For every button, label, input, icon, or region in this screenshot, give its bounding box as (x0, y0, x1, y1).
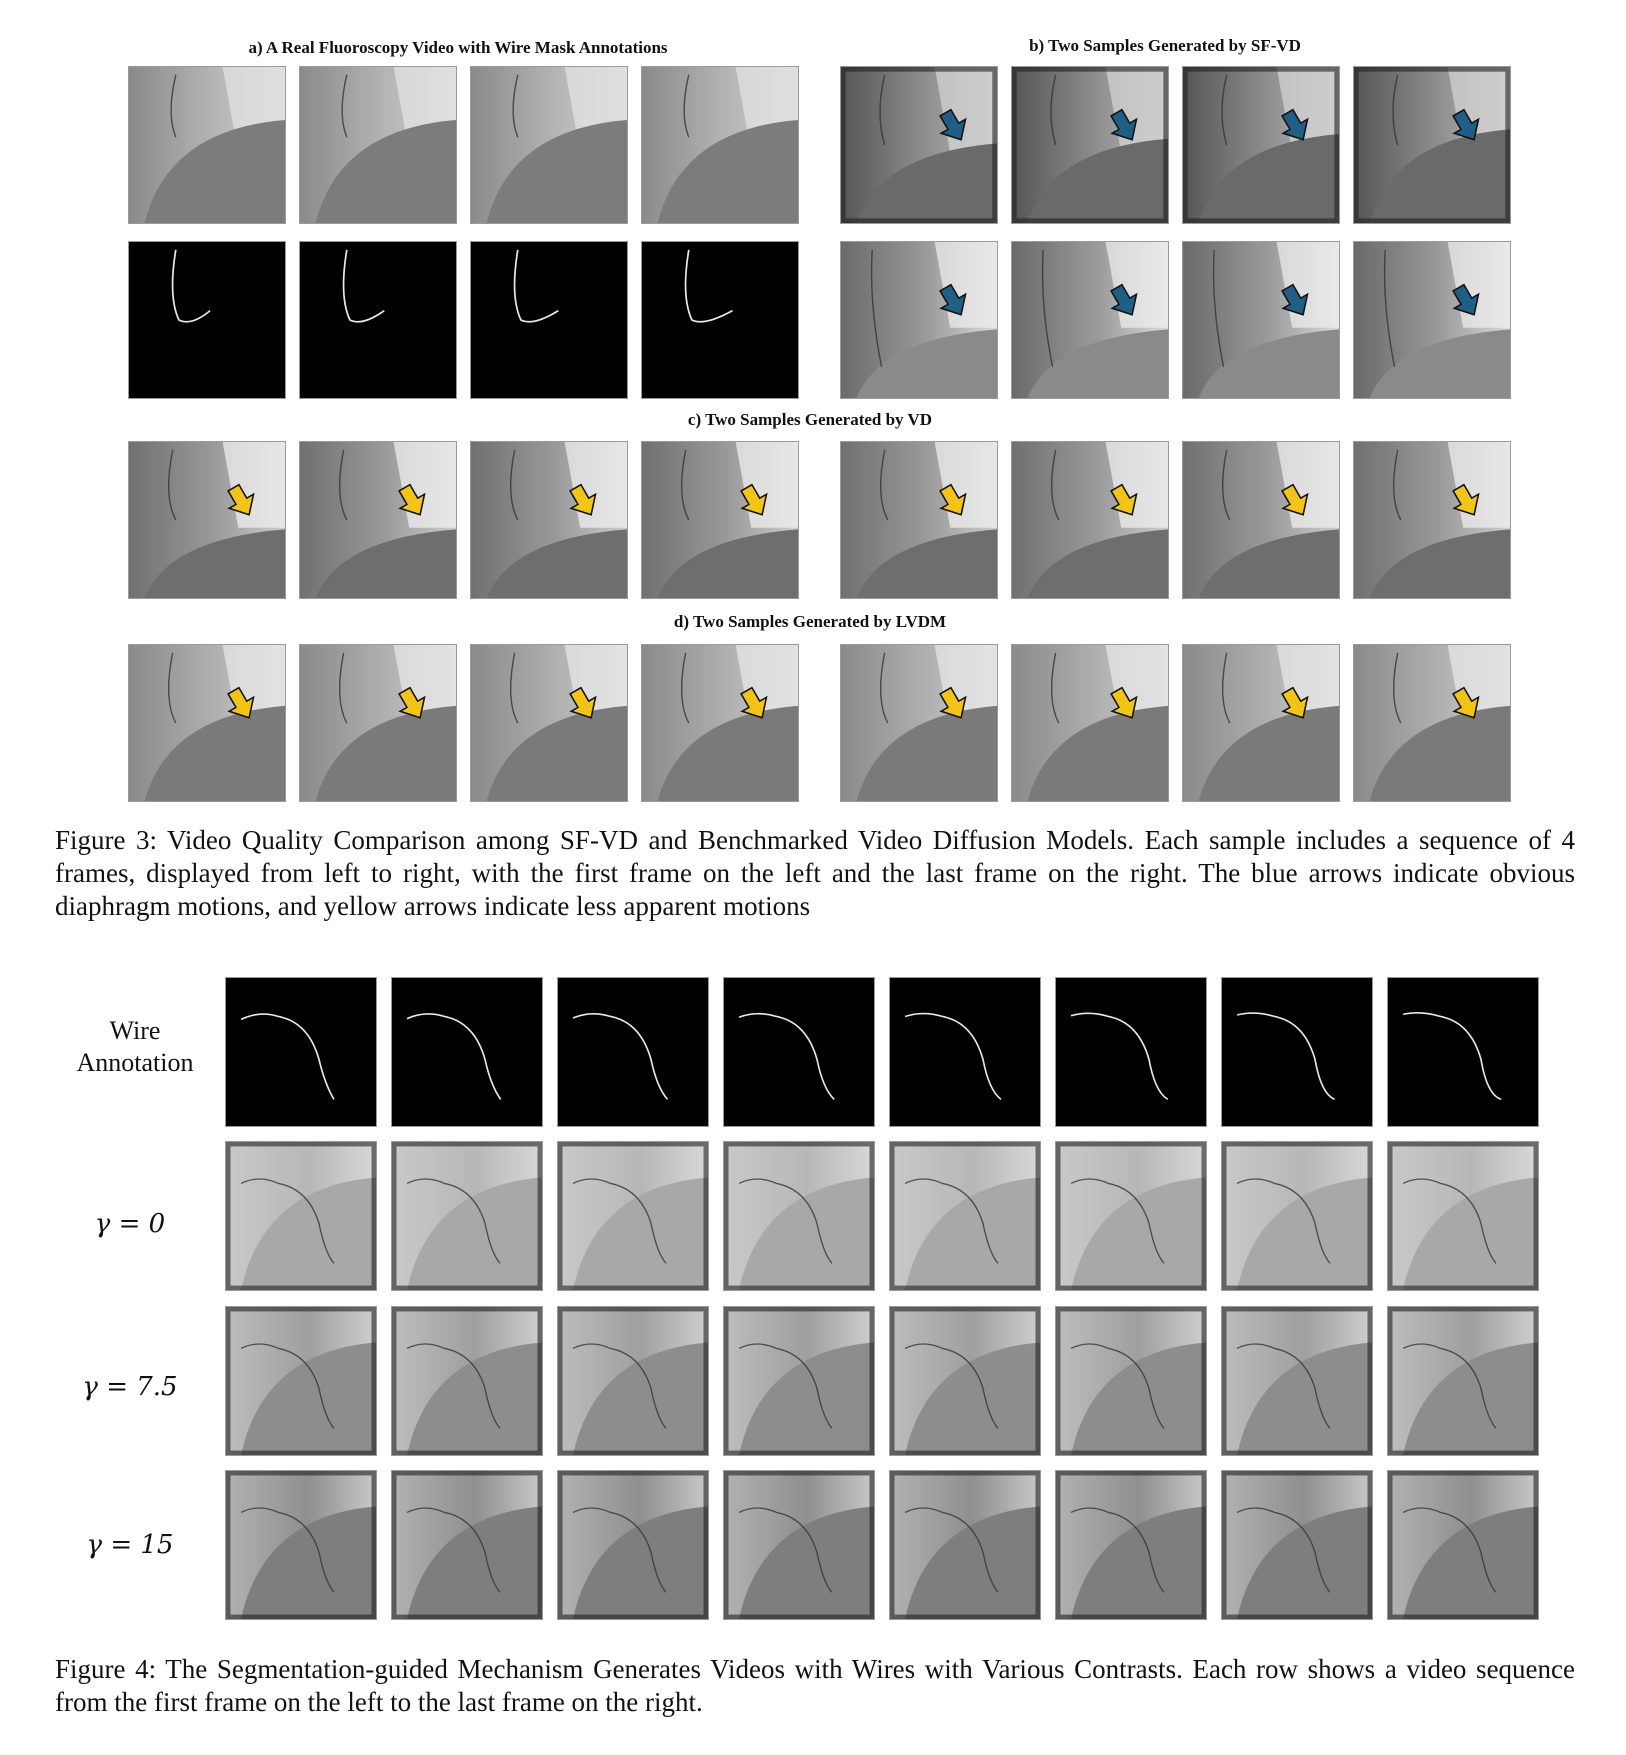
generated-frame (1055, 1470, 1207, 1620)
panel-c-frame (840, 441, 998, 599)
generated-frame (225, 1470, 377, 1620)
panel-c-frame (299, 441, 457, 599)
panel-b-frame (840, 241, 998, 399)
generated-frame (889, 1470, 1041, 1620)
panel-c-frame (1011, 441, 1169, 599)
panel-a-frame (299, 66, 457, 224)
panel-b-frame (1011, 66, 1169, 224)
panel-a-mask-frame (470, 241, 628, 399)
generated-frame (723, 1306, 875, 1456)
panel-a-mask-frame (641, 241, 799, 399)
panel-d-frame (1182, 644, 1340, 802)
wire-annotation-frame (889, 977, 1041, 1127)
generated-frame (1055, 1141, 1207, 1291)
generated-frame (557, 1141, 709, 1291)
panel-c-title: c) Two Samples Generated by VD (687, 410, 933, 429)
panel-b-frame (1182, 241, 1340, 399)
wire-annotation-frame (557, 977, 709, 1127)
generated-frame (889, 1141, 1041, 1291)
wire-annotation-frame (225, 977, 377, 1127)
panel-d-frame (470, 644, 628, 802)
panel-d-frame (1353, 644, 1511, 802)
generated-frame (391, 1141, 543, 1291)
generated-frame (723, 1141, 875, 1291)
panel-b-frame (1353, 241, 1511, 399)
figure-4-caption: Figure 4: The Segmentation-guided Mechanism Generates Videos with Wires with Various Contrasts. Each row shows a video sequence from the first frame on the left to the last frame on the right. (55, 1654, 1575, 1717)
figure-3-caption: Figure 3: Video Quality Comparison among SF-VD and Benchmarked Video Diffusion Models. Each sample includes a sequence of 4 frames, displayed from left to right, with the first frame on the left and the last frame on the right. The blue arrows indicate obvious diaphragm motions, and yellow arrows indicate less apparent motions (55, 825, 1575, 921)
panel-a-frame (128, 66, 286, 224)
panel-d-title: d) Two Samples Generated by LVDM (673, 612, 947, 631)
generated-frame (1387, 1470, 1539, 1620)
panel-a-title: a) A Real Fluoroscopy Video with Wire Mask Annotations (248, 38, 668, 57)
panel-a-frame (641, 66, 799, 224)
generated-frame (1387, 1306, 1539, 1456)
wire-annotation-frame (1221, 977, 1373, 1127)
generated-frame (1221, 1141, 1373, 1291)
panel-c-frame (1182, 441, 1340, 599)
panel-c-frame (470, 441, 628, 599)
generated-frame (1221, 1470, 1373, 1620)
generated-frame (889, 1306, 1041, 1456)
row-label-gamma-15: γ = 15 (86, 1530, 174, 1560)
panel-d-frame (128, 644, 286, 802)
generated-frame (1055, 1306, 1207, 1456)
panel-b-frame (1182, 66, 1340, 224)
wire-annotation-frame (723, 977, 875, 1127)
panel-a-frame (470, 66, 628, 224)
panel-a-mask-frame (299, 241, 457, 399)
generated-frame (557, 1306, 709, 1456)
row-label-gamma-0: γ = 0 (94, 1209, 166, 1239)
panel-a-mask-frame (128, 241, 286, 399)
generated-frame (723, 1470, 875, 1620)
wire-annotation-frame (1055, 977, 1207, 1127)
panel-d-frame (1011, 644, 1169, 802)
panel-c-frame (128, 441, 286, 599)
generated-frame (391, 1306, 543, 1456)
generated-frame (391, 1470, 543, 1620)
panel-c-frame (1353, 441, 1511, 599)
panel-b-frame (1353, 66, 1511, 224)
row-label-wire-annotation: Wire Annotation (76, 1016, 194, 1077)
panel-d-frame (299, 644, 457, 802)
panel-b-title: b) Two Samples Generated by SF-VD (1029, 36, 1301, 55)
panel-b-frame (840, 66, 998, 224)
wire-annotation-frame (1387, 977, 1539, 1127)
generated-frame (225, 1141, 377, 1291)
generated-frame (557, 1470, 709, 1620)
wire-annotation-frame (391, 977, 543, 1127)
generated-frame (225, 1306, 377, 1456)
panel-b-frame (1011, 241, 1169, 399)
row-label-gamma-7-5: γ = 7.5 (82, 1372, 178, 1402)
panel-c-frame (641, 441, 799, 599)
panel-d-frame (840, 644, 998, 802)
panel-d-frame (641, 644, 799, 802)
generated-frame (1221, 1306, 1373, 1456)
generated-frame (1387, 1141, 1539, 1291)
